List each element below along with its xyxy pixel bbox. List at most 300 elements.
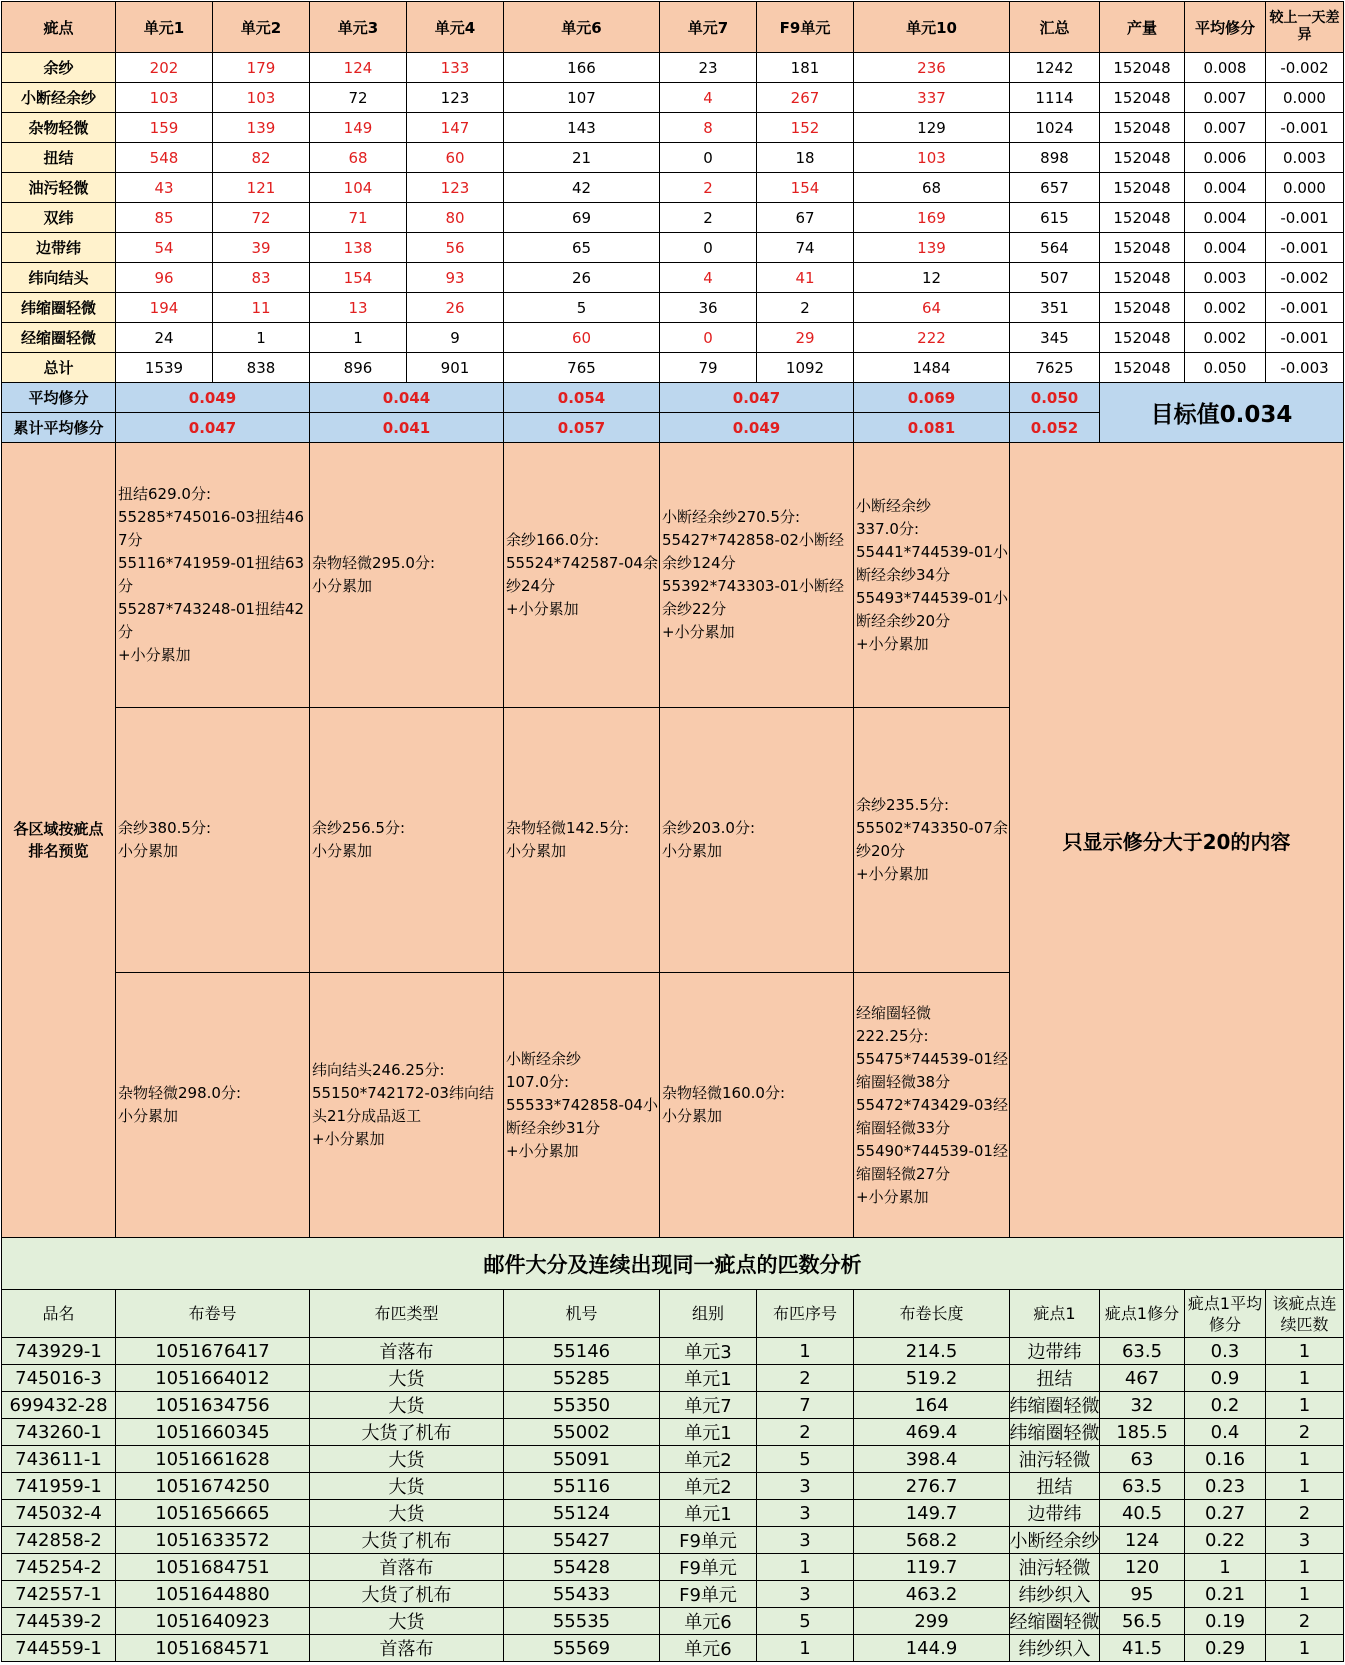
defect-value-cell: 133 [407,53,504,83]
defect-value-cell: 548 [116,143,213,173]
defect-value-cell: 56 [407,233,504,263]
preview-line: 杂物轻微295.0分: [312,554,435,572]
defect-value-cell: 72 [310,83,407,113]
preview-line: 小分累加 [118,842,179,860]
analysis-cell: 单元7 [659,1391,757,1419]
analysis-cell: 299 [853,1607,1010,1635]
avg-value: 0.049 [115,382,310,413]
defect-value-cell: 1 [310,323,407,353]
defect-row [2,113,1344,143]
defect-label: 双纬 [2,203,116,233]
analysis-cell: 744539-2 [1,1607,116,1635]
preview-cell [853,707,1010,973]
preview-line: 余纱203.0分: [662,819,755,837]
analysis-cell: 经缩圈轻微 [1009,1607,1100,1635]
defect-value-cell: 615 [1010,203,1100,233]
analysis-cell: 大货 [309,1391,504,1419]
defect-label: 余纱 [2,53,116,83]
defect-value-cell: 152048 [1100,53,1185,83]
preview-cell [503,442,660,708]
analysis-cell: 1051634756 [115,1391,310,1419]
defect-value-cell: 147 [407,113,504,143]
preview-line: 余纱256.5分: [312,819,405,837]
defect-value-cell: 0.008 [1185,53,1266,83]
defect-value-cell: 657 [1010,173,1100,203]
analysis-cell: 油污轻微 [1009,1553,1100,1581]
avg-value: 0.044 [309,382,504,413]
preview-line: 小断经余纱 [506,1049,582,1068]
defect-value-cell: 68 [854,173,1010,203]
cumulative-value: 0.049 [659,412,854,443]
preview-line: 55472*743429-03经缩圈轻微33分 [856,1095,1008,1137]
preview-line: 107.0分: [506,1072,569,1091]
analysis-cell: 1 [756,1634,854,1662]
defect-value-cell: 96 [116,263,213,293]
defect-row [2,173,1344,203]
defect-row [2,53,1344,83]
defect-value-cell: -0.001 [1266,323,1344,353]
analysis-cell: 1051661628 [115,1445,310,1473]
analysis-cell: 大货了机布 [309,1526,504,1554]
preview-line: +小分累加 [856,1187,929,1206]
analysis-cell: 469.4 [853,1418,1010,1446]
defect-value-cell: 2 [757,293,854,323]
defect-value-cell: 82 [213,143,310,173]
defect-value-cell: 139 [213,113,310,143]
analysis-cell: 7 [756,1391,854,1419]
defect-value-cell: 93 [407,263,504,293]
defect-row [2,83,1344,113]
analysis-cell: 单元1 [659,1364,757,1392]
analysis-cell: 63 [1099,1445,1185,1473]
preview-line: +小分累加 [662,623,735,641]
preview-cell [659,707,854,973]
defect-value-cell: -0.003 [1266,353,1344,383]
analysis-cell: 大货 [309,1445,504,1473]
cumulative-value: 0.047 [115,412,310,443]
defect-value-cell: 0.007 [1185,113,1266,143]
analysis-cell: 743611-1 [1,1445,116,1473]
defect-row [2,203,1344,233]
defect-value-cell: 43 [116,173,213,203]
preview-line: 55441*744539-01小断经余纱34分 [856,542,1008,584]
defect-label: 边带纬 [2,233,116,263]
analysis-cell: 0.29 [1184,1634,1266,1662]
header-cell: 单元2 [213,2,310,53]
defect-value-cell: 8 [660,113,757,143]
analysis-cell: 144.9 [853,1634,1010,1662]
analysis-cell: 3 [756,1526,854,1554]
defect-value-cell: 123 [407,83,504,113]
defect-value-cell: 79 [660,353,757,383]
defect-value-cell: 68 [310,143,407,173]
preview-line: 小分累加 [312,842,373,860]
analysis-cell: 边带纬 [1009,1337,1100,1365]
analysis-cell: 1051676417 [115,1337,310,1365]
defect-value-cell: 85 [116,203,213,233]
analysis-cell: 40.5 [1099,1499,1185,1527]
analysis-cell: 2 [1265,1418,1344,1446]
analysis-cell: 单元1 [659,1499,757,1527]
analysis-cell: F9单元 [659,1580,757,1608]
analysis-cell: 3 [756,1580,854,1608]
preview-cell [309,707,504,973]
avg-value: 0.047 [659,382,854,413]
preview-line: 55490*744539-01经缩圈轻微27分 [856,1141,1008,1183]
analysis-cell: 0.16 [1184,1445,1266,1473]
analysis-cell: 扭结 [1009,1472,1100,1500]
analysis-cell: 0.3 [1184,1337,1266,1365]
header-row [2,2,1344,53]
analysis-cell: 大货 [309,1499,504,1527]
preview-line: +小分累加 [118,646,191,664]
preview-cell [659,442,854,708]
analysis-cell: 1 [1265,1445,1344,1473]
analysis-cell: 0.27 [1184,1499,1266,1527]
defect-value-cell: 26 [504,263,660,293]
analysis-cell: 边带纬 [1009,1499,1100,1527]
preview-line: 55116*741959-01扭结63分 [118,554,305,595]
preview-note: 只显示修分大于20的内容 [1009,442,1344,1238]
defect-value-cell: 54 [116,233,213,263]
analysis-cell: 首落布 [309,1634,504,1662]
analysis-cell: 55124 [503,1499,660,1527]
defect-value-cell: 1539 [116,353,213,383]
analysis-cell: 纬纱织入 [1009,1580,1100,1608]
defect-value-cell: 152048 [1100,113,1185,143]
analysis-cell: 0.19 [1184,1607,1266,1635]
defect-value-cell: 194 [116,293,213,323]
preview-line: 余纱166.0分: [506,531,599,549]
analysis-cell: 63.5 [1099,1337,1185,1365]
preview-line: 余纱380.5分: [118,819,211,837]
header-cell: 单元10 [854,2,1010,53]
preview-cell [503,707,660,973]
analysis-cell: 大货了机布 [309,1580,504,1608]
defect-row [2,323,1344,353]
preview-line: +小分累加 [506,1141,579,1160]
analysis-cell: 单元1 [659,1418,757,1446]
preview-line: 55524*742587-04余纱24分 [506,554,658,595]
defect-value-cell: 107 [504,83,660,113]
analysis-cell: 1 [1265,1472,1344,1500]
preview-line: 经缩圈轻微 [856,1003,932,1022]
analysis-header-cell: 品名 [1,1289,116,1338]
defect-value-cell: 0.006 [1185,143,1266,173]
defect-value-cell: 0.007 [1185,83,1266,113]
defect-value-cell: 152048 [1100,323,1185,353]
analysis-cell: 55285 [503,1364,660,1392]
cumulative-label: 累计平均修分 [1,412,116,443]
defect-value-cell: 236 [854,53,1010,83]
avg-value: 0.050 [1009,382,1100,413]
defect-label: 经缩圈轻微 [2,323,116,353]
analysis-cell: 2 [756,1364,854,1392]
defect-value-cell: 152048 [1100,353,1185,383]
analysis-cell: 0.21 [1184,1580,1266,1608]
defect-value-cell: 896 [310,353,407,383]
analysis-cell: 568.2 [853,1526,1010,1554]
analysis-cell: 1051684751 [115,1553,310,1581]
defect-value-cell: 139 [854,233,1010,263]
defect-value-cell: 202 [116,53,213,83]
preview-line: +小分累加 [506,600,579,618]
preview-line: 扭结629.0分: [118,485,211,503]
defect-value-cell: 64 [854,293,1010,323]
analysis-cell: 单元6 [659,1634,757,1662]
preview-line: 55150*742172-03纬向结头21分成品返工 [312,1084,494,1125]
preview-line: 55533*742858-04小断经余纱31分 [506,1095,658,1137]
defect-value-cell: -0.002 [1266,53,1344,83]
preview-line: 小断经余纱270.5分: [662,508,800,526]
defect-value-cell: 2 [660,173,757,203]
analysis-cell: 55146 [503,1337,660,1365]
analysis-cell: 149.7 [853,1499,1010,1527]
header-cell: 产量 [1100,2,1185,53]
defect-value-cell: 67 [757,203,854,233]
analysis-cell: 519.2 [853,1364,1010,1392]
analysis-cell: 276.7 [853,1472,1010,1500]
header-cell: 单元7 [660,2,757,53]
analysis-cell: 1051684571 [115,1634,310,1662]
analysis-header-cell: 布匹类型 [309,1289,504,1338]
analysis-cell: 单元6 [659,1607,757,1635]
analysis-cell: F9单元 [659,1553,757,1581]
analysis-cell: 1051640923 [115,1607,310,1635]
analysis-cell: 扭结 [1009,1364,1100,1392]
defect-value-cell: 0 [660,323,757,353]
defect-value-cell: 154 [757,173,854,203]
defect-value-cell: 9 [407,323,504,353]
defect-value-cell: 13 [310,293,407,323]
defect-value-cell: 152048 [1100,203,1185,233]
preview-cell [853,442,1010,708]
header-cell: 单元3 [310,2,407,53]
preview-line: +小分累加 [856,865,929,883]
preview-line: 55502*743350-07余纱20分 [856,819,1008,860]
defect-value-cell: 765 [504,353,660,383]
defect-rows [2,53,1344,383]
defect-value-cell: 159 [116,113,213,143]
defect-value-cell: -0.001 [1266,233,1344,263]
defect-value-cell: -0.002 [1266,263,1344,293]
defect-value-cell: 1484 [854,353,1010,383]
defect-value-cell: 267 [757,83,854,113]
preview-cell [503,972,660,1238]
preview-line: 55427*742858-02小断经余纱124分 [662,531,844,572]
defect-value-cell: 71 [310,203,407,233]
defect-value-cell: 124 [310,53,407,83]
analysis-cell: 745032-4 [1,1499,116,1527]
analysis-cell: 55569 [503,1634,660,1662]
preview-cell [659,972,854,1238]
analysis-cell: F9单元 [659,1526,757,1554]
defect-value-cell: 838 [213,353,310,383]
defect-row [2,233,1344,263]
defect-value-cell: 41 [757,263,854,293]
defect-row [2,293,1344,323]
analysis-cell: 5 [756,1607,854,1635]
defect-value-cell: 898 [1010,143,1100,173]
defect-value-cell: 42 [504,173,660,203]
defect-value-cell: 152048 [1100,143,1185,173]
avg-value: 0.069 [853,382,1010,413]
defect-value-cell: 74 [757,233,854,263]
defect-value-cell: 0.000 [1266,173,1344,203]
analysis-cell: 0.23 [1184,1472,1266,1500]
defect-value-cell: 23 [660,53,757,83]
analysis-cell: 743260-1 [1,1418,116,1446]
analysis-cell: 小断经余纱 [1009,1526,1100,1554]
analysis-cell: 1051664012 [115,1364,310,1392]
analysis-cell: 1051633572 [115,1526,310,1554]
analysis-cell: 大货 [309,1364,504,1392]
defect-value-cell: 337 [854,83,1010,113]
analysis-cell: 120 [1099,1553,1185,1581]
analysis-header-cell: 疵点1 [1009,1289,1100,1338]
preview-label [1,442,116,1238]
analysis-cell: 742557-1 [1,1580,116,1608]
analysis-header-cell: 疵点1平均修分 [1184,1289,1266,1338]
defect-value-cell: 60 [407,143,504,173]
cumulative-value: 0.057 [503,412,660,443]
analysis-header-cell: 布匹序号 [756,1289,854,1338]
defect-value-cell: 39 [213,233,310,263]
defect-value-cell: 0.004 [1185,203,1266,233]
preview-line: 55493*744539-01小断经余纱20分 [856,588,1008,630]
analysis-cell: 743929-1 [1,1337,116,1365]
header-cell: 单元4 [407,2,504,53]
header-cell: 疵点 [2,2,116,53]
analysis-cell: 63.5 [1099,1472,1185,1500]
defect-value-cell: 179 [213,53,310,83]
analysis-cell: 0.4 [1184,1418,1266,1446]
analysis-cell: 41.5 [1099,1634,1185,1662]
defect-value-cell: 11 [213,293,310,323]
defect-value-cell: 507 [1010,263,1100,293]
preview-line: +小分累加 [312,1130,385,1148]
analysis-cell: 185.5 [1099,1418,1185,1446]
analysis-cell: 1 [1265,1634,1344,1662]
defect-label: 纬向结头 [2,263,116,293]
analysis-cell: 单元3 [659,1337,757,1365]
defect-value-cell: 5 [504,293,660,323]
defect-value-cell: 121 [213,173,310,203]
avg-label: 平均修分 [1,382,116,413]
analysis-cell: 32 [1099,1391,1185,1419]
analysis-cell: 124 [1099,1526,1185,1554]
defect-value-cell: 0 [660,233,757,263]
defect-value-cell: 152048 [1100,173,1185,203]
analysis-cell: 1051660345 [115,1418,310,1446]
defect-value-cell: 0.000 [1266,83,1344,113]
defect-value-cell: 129 [854,113,1010,143]
analysis-cell: 纬缩圈轻微 [1009,1418,1100,1446]
analysis-cell: 纬缩圈轻微 [1009,1391,1100,1419]
defect-value-cell: 1092 [757,353,854,383]
defect-value-cell: 152048 [1100,263,1185,293]
preview-line: 小分累加 [312,577,373,595]
defect-label: 杂物轻微 [2,113,116,143]
analysis-cell: 3 [756,1499,854,1527]
analysis-cell: 745016-3 [1,1364,116,1392]
cumulative-value: 0.041 [309,412,504,443]
analysis-cell: 2 [756,1418,854,1446]
defect-value-cell: 0.003 [1185,263,1266,293]
defect-value-cell: 222 [854,323,1010,353]
analysis-cell: 742858-2 [1,1526,116,1554]
preview-line: 小分累加 [662,842,723,860]
defect-value-cell: 4 [660,83,757,113]
analysis-cell: 1 [1265,1580,1344,1608]
analysis-cell: 55116 [503,1472,660,1500]
preview-line: 222.25分: [856,1026,929,1045]
preview-cell [309,972,504,1238]
defect-label: 纬缩圈轻微 [2,293,116,323]
analysis-header-cell: 布卷号 [115,1289,310,1338]
avg-value: 0.054 [503,382,660,413]
analysis-cell: 699432-28 [1,1391,116,1419]
analysis-header-cell: 该疵点连续匹数 [1265,1289,1344,1338]
preview-line: 小分累加 [506,842,567,860]
defect-label: 小断经余纱 [2,83,116,113]
analysis-cell: 5 [756,1445,854,1473]
defect-value-cell: 80 [407,203,504,233]
defect-value-cell: 166 [504,53,660,83]
defect-value-cell: 26 [407,293,504,323]
analysis-cell: 119.7 [853,1553,1010,1581]
preview-label-line: 排名预览 [28,842,89,860]
header-cell: 单元6 [504,2,660,53]
defect-value-cell: 65 [504,233,660,263]
analysis-cell: 3 [756,1472,854,1500]
preview-cell [115,972,310,1238]
analysis-cell: 55002 [503,1418,660,1446]
analysis-cell: 467 [1099,1364,1185,1392]
defect-row [2,353,1344,383]
defect-value-cell: 18 [757,143,854,173]
analysis-cell: 55350 [503,1391,660,1419]
defect-label: 扭结 [2,143,116,173]
preview-line: 55285*745016-03扭结467分 [118,508,305,549]
analysis-cell: 1051644880 [115,1580,310,1608]
analysis-cell: 55433 [503,1580,660,1608]
preview-line: 小分累加 [118,1107,179,1125]
preview-line: +小分累加 [856,634,929,653]
preview-cell [853,972,1010,1238]
analysis-cell: 大货 [309,1607,504,1635]
defect-value-cell: 0.002 [1185,293,1266,323]
analysis-cell: 744559-1 [1,1634,116,1662]
preview-line: 55287*743248-01扭结42分 [118,600,305,641]
header-cell: F9单元 [757,2,854,53]
defect-value-cell: 83 [213,263,310,293]
analysis-cell: 164 [853,1391,1010,1419]
defect-value-cell: 29 [757,323,854,353]
analysis-cell: 1 [756,1553,854,1581]
analysis-header-cell: 机号 [503,1289,660,1338]
defect-value-cell: 351 [1010,293,1100,323]
defect-value-cell: 138 [310,233,407,263]
defect-value-cell: 0.003 [1266,143,1344,173]
target-value: 目标值0.034 [1099,382,1344,443]
defect-label: 油污轻微 [2,173,116,203]
defect-value-cell: 152048 [1100,293,1185,323]
defect-value-cell: 149 [310,113,407,143]
analysis-cell: 首落布 [309,1553,504,1581]
report-table [1,1,1344,383]
analysis-cell: 55091 [503,1445,660,1473]
